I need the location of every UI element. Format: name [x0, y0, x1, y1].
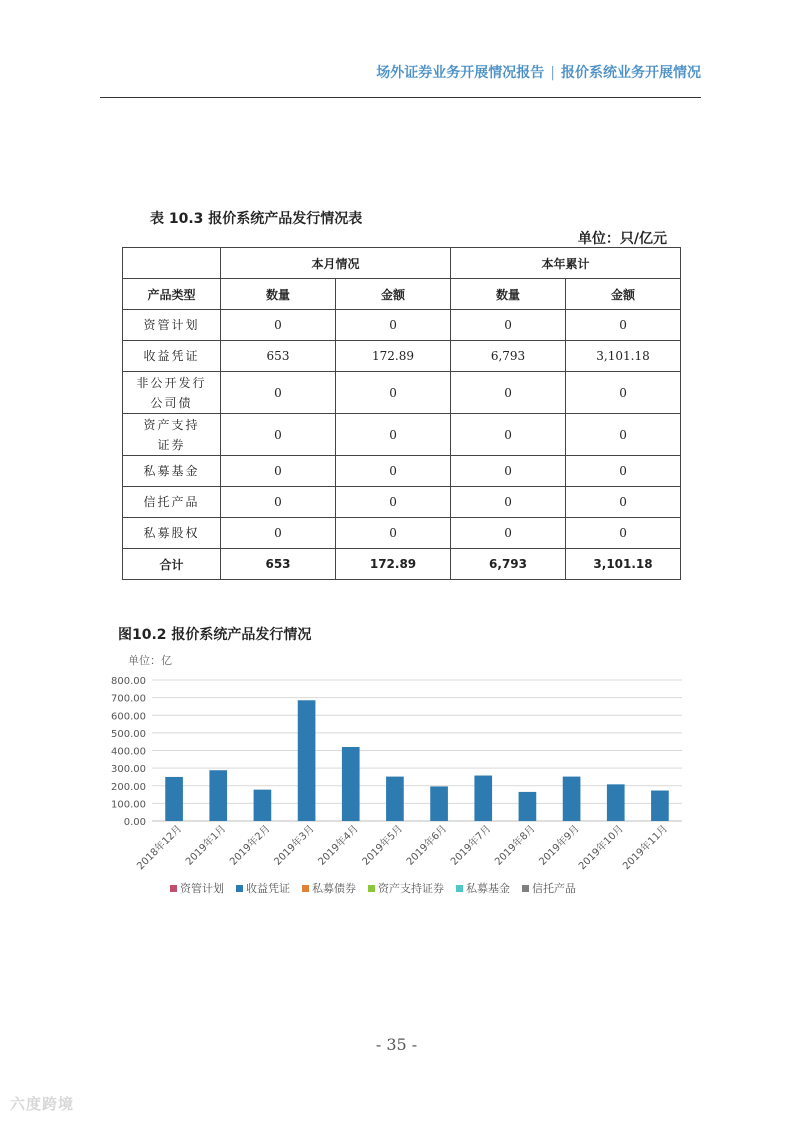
row-category-line2: 证券: [157, 437, 186, 452]
row-month-count: 0: [221, 456, 336, 487]
row-month-amount: 0: [336, 456, 451, 487]
row-year-count: 0: [451, 372, 566, 414]
bar: [430, 786, 448, 821]
bar: [607, 784, 625, 821]
header-separator: |: [550, 65, 555, 81]
x-tick-label: 2019年6月: [404, 823, 450, 868]
x-tick-label: 2019年5月: [360, 823, 406, 868]
row-category: 私募基金: [123, 456, 221, 487]
legend-label: 资管计划: [180, 882, 224, 895]
table-row: [123, 414, 681, 456]
x-tick-label: 2019年11月: [621, 823, 671, 873]
col-header-year-amount: 金额: [566, 279, 681, 310]
row-category-line1: 非公开发行: [136, 375, 207, 390]
bar: [519, 792, 537, 821]
row-category-line1: 资产支持: [143, 417, 200, 432]
bar: [209, 770, 227, 821]
table-caption: 表 10.3 报价系统产品发行情况表: [150, 211, 363, 227]
legend-swatch: [522, 885, 529, 892]
total-year-amount: 3,101.18: [566, 549, 681, 580]
row-year-amount: 0: [566, 487, 681, 518]
table-row: [123, 456, 681, 487]
bar: [342, 747, 360, 821]
row-category: 资管计划: [123, 310, 221, 341]
row-month-amount: 0: [336, 372, 451, 414]
bar: [254, 790, 272, 821]
y-tick-label: 0.00: [123, 817, 146, 828]
figure-caption: 图10.2 报价系统产品发行情况: [118, 627, 312, 643]
table-unit-label: 单位：只/亿元: [577, 231, 667, 247]
table-row: [123, 341, 681, 372]
table-total-row: [123, 549, 681, 580]
page-number: - 35 -: [375, 1035, 418, 1054]
row-month-count: 653: [221, 341, 336, 372]
y-tick-label: 700.00: [111, 693, 146, 705]
header-left-title: 场外证券业务开展情况报告: [376, 65, 545, 81]
x-tick-label: 2019年2月: [228, 823, 273, 868]
row-year-count: 0: [451, 487, 566, 518]
y-tick-label: 800.00: [111, 676, 146, 687]
row-category: [123, 372, 221, 414]
x-tick-label: 2019年8月: [493, 823, 538, 868]
total-year-count: 6,793: [451, 549, 566, 580]
legend-swatch: [456, 885, 463, 892]
row-category: 信托产品: [123, 487, 221, 518]
header-rule: [100, 97, 701, 98]
report-header: [376, 62, 701, 82]
col-header-month-count: 数量: [221, 279, 336, 310]
issuance-bar-chart: [100, 646, 700, 906]
row-year-amount: 0: [566, 372, 681, 414]
legend-label: 收益凭证: [246, 882, 290, 895]
row-month-count: 0: [221, 518, 336, 549]
bar: [651, 791, 669, 821]
row-year-amount: 3,101.18: [566, 341, 681, 372]
row-month-amount: 0: [336, 518, 451, 549]
row-category: [123, 414, 221, 456]
y-tick-label: 600.00: [111, 711, 146, 723]
row-year-count: 6,793: [451, 341, 566, 372]
x-tick-label: 2019年9月: [537, 823, 582, 868]
row-month-amount: 0: [336, 487, 451, 518]
row-month-count: 0: [221, 310, 336, 341]
row-year-amount: 0: [566, 414, 681, 456]
col-header-year-count: 数量: [451, 279, 566, 310]
legend-swatch: [302, 885, 309, 892]
y-tick-label: 400.00: [111, 746, 146, 758]
bar: [386, 777, 404, 821]
row-month-amount: 172.89: [336, 341, 451, 372]
watermark-logo: 六度跨境: [10, 1095, 75, 1113]
row-year-count: 0: [451, 414, 566, 456]
total-month-count: 653: [221, 549, 336, 580]
group-header-year: 本年累计: [451, 248, 681, 279]
table-corner-cell: [123, 248, 221, 279]
row-year-amount: 0: [566, 518, 681, 549]
col-header-month-amount: 金额: [336, 279, 451, 310]
x-tick-label: 2019年3月: [272, 823, 317, 868]
x-tick-label: 2019年4月: [316, 823, 361, 868]
row-category-line2: 公司债: [150, 395, 193, 410]
row-year-amount: 0: [566, 310, 681, 341]
legend-label: 私募债券: [312, 882, 356, 895]
row-month-count: 0: [221, 487, 336, 518]
row-category: 私募股权: [123, 518, 221, 549]
total-month-amount: 172.89: [336, 549, 451, 580]
legend-label: 信托产品: [532, 882, 576, 895]
total-category: 合计: [123, 549, 221, 580]
x-tick-label: 2019年7月: [448, 823, 494, 868]
row-year-count: 0: [451, 518, 566, 549]
legend-swatch: [170, 885, 177, 892]
x-tick-label: 2019年1月: [183, 823, 229, 868]
x-tick-label: 2018年12月: [135, 823, 185, 873]
bar: [474, 776, 492, 821]
row-month-count: 0: [221, 372, 336, 414]
row-month-count: 0: [221, 414, 336, 456]
row-month-amount: 0: [336, 310, 451, 341]
x-tick-label: 2019年10月: [576, 823, 626, 873]
group-header-month: 本月情况: [221, 248, 451, 279]
row-month-amount: 0: [336, 414, 451, 456]
col-header-category: 产品类型: [123, 279, 221, 310]
chart-unit-label: 单位：亿: [128, 654, 172, 667]
bar: [563, 777, 581, 821]
table-row: [123, 518, 681, 549]
row-category: 收益凭证: [123, 341, 221, 372]
y-tick-label: 300.00: [111, 764, 146, 776]
legend-label: 资产支持证券: [378, 882, 444, 895]
table-group-header-row: [123, 248, 681, 279]
header-right-title: 报价系统业务开展情况: [561, 65, 701, 81]
legend-swatch: [368, 885, 375, 892]
table-column-header-row: [123, 279, 681, 310]
table-row: [123, 372, 681, 414]
row-year-amount: 0: [566, 456, 681, 487]
y-tick-label: 200.00: [111, 781, 146, 793]
row-year-count: 0: [451, 310, 566, 341]
bar: [298, 700, 316, 821]
table-row: [123, 487, 681, 518]
y-tick-label: 500.00: [111, 728, 146, 740]
legend-label: 私募基金: [466, 882, 510, 895]
row-year-count: 0: [451, 456, 566, 487]
legend-swatch: [236, 885, 243, 892]
issuance-table: [122, 247, 681, 580]
table-row: [123, 310, 681, 341]
bar: [165, 777, 183, 821]
y-tick-label: 100.00: [111, 799, 146, 811]
